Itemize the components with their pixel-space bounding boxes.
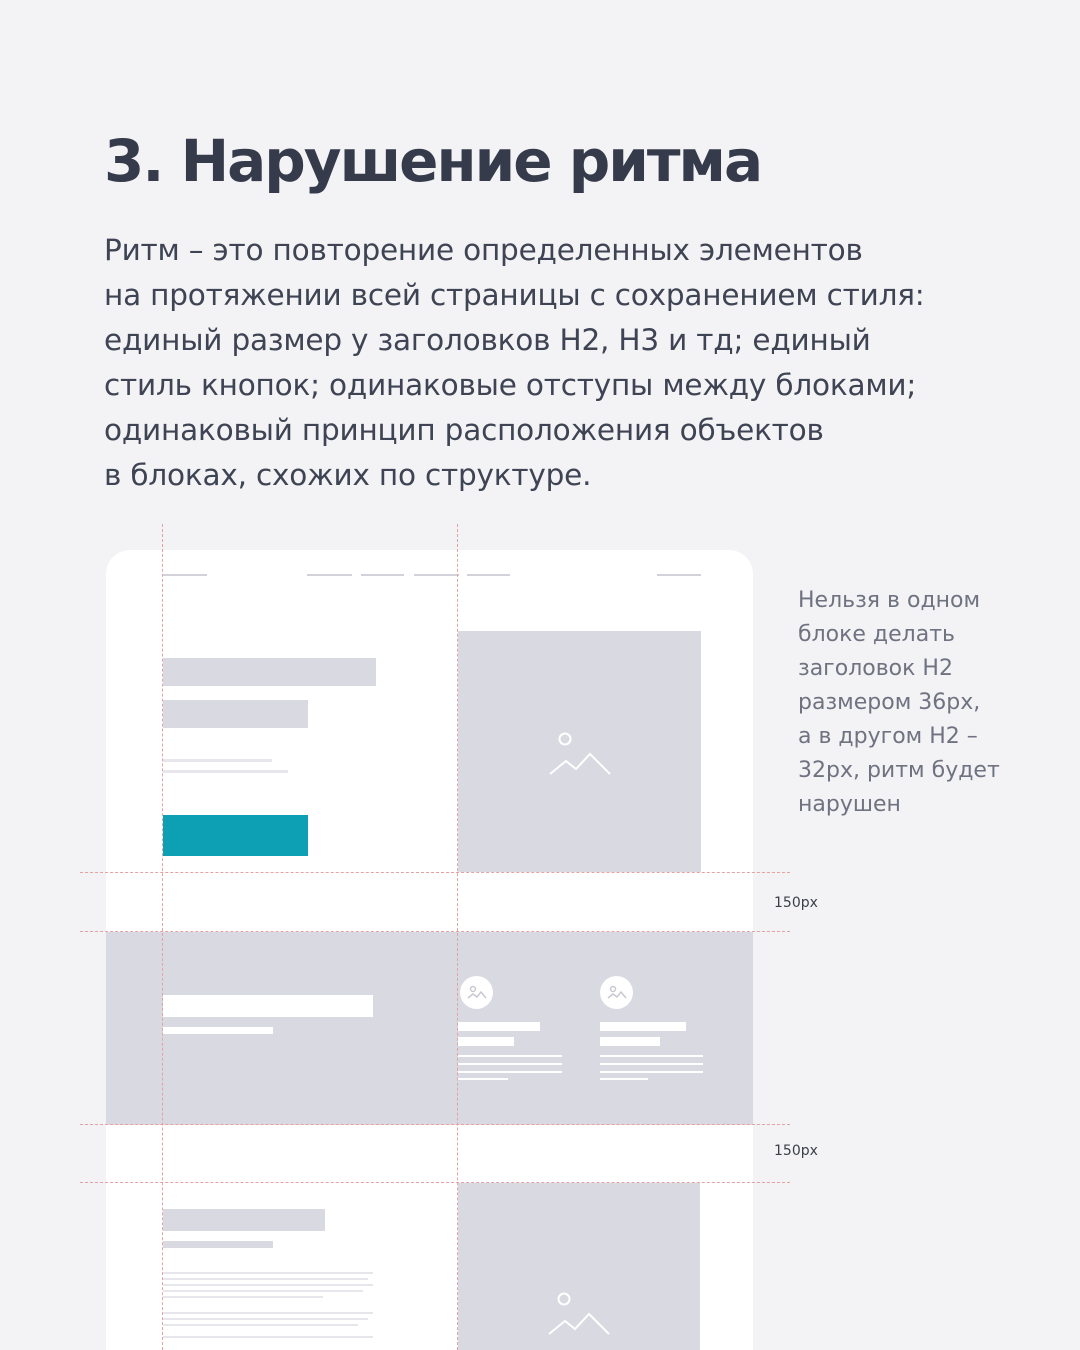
wireframe-text-line <box>163 770 288 773</box>
wireframe-nav-line <box>414 574 459 576</box>
wireframe-hero-heading <box>163 658 376 686</box>
wireframe-card-title-2 <box>458 1037 514 1046</box>
avatar-image-icon <box>600 976 633 1009</box>
note-line: 32px, ритм будет <box>798 758 1000 783</box>
wireframe-text-line <box>163 1312 373 1314</box>
lead-line: Ритм – это повторение определенных элементов <box>104 233 863 267</box>
vertical-guide-line <box>162 524 163 1350</box>
wireframe-text-line <box>458 1071 562 1073</box>
note-line: нарушен <box>798 792 901 817</box>
lead-line: в блоках, схожих по структуре. <box>104 458 592 492</box>
wireframe-card-title <box>600 1022 686 1031</box>
wireframe-text-line <box>163 1290 363 1292</box>
side-note <box>798 584 1038 822</box>
note-line: блоке делать <box>798 622 955 647</box>
wireframe-text-line <box>600 1078 648 1080</box>
note-line: заголовок H2 <box>798 656 953 681</box>
wireframe-nav-line <box>361 574 404 576</box>
wireframe-text-line <box>458 1055 562 1057</box>
horizontal-guide-line <box>80 931 790 932</box>
wireframe-nav-line <box>657 574 701 576</box>
horizontal-guide-line <box>80 872 790 873</box>
wireframe-card-title <box>458 1022 540 1031</box>
note-line: размером 36px, <box>798 690 981 715</box>
wireframe-text-line <box>600 1055 703 1057</box>
wireframe-text-line <box>163 1336 373 1338</box>
lead-paragraph <box>104 228 1024 498</box>
gap-label: 150px <box>774 1143 818 1159</box>
wireframe-text-line <box>163 1318 368 1320</box>
wireframe-block3-subline <box>163 1241 273 1248</box>
wireframe-text-line <box>600 1063 703 1065</box>
wireframe-block3-heading <box>163 1209 325 1231</box>
lead-line: на протяжении всей страницы с сохранением стиля: <box>104 278 925 312</box>
wireframe-nav-line <box>467 574 510 576</box>
wireframe-hero-heading-2 <box>163 700 308 728</box>
note-line: Нельзя в одном <box>798 588 981 613</box>
horizontal-guide-line <box>80 1182 790 1183</box>
wireframe-hero-image <box>458 631 701 872</box>
wireframe-text-line <box>458 1063 562 1065</box>
wireframe-features-subline <box>163 1027 273 1034</box>
wireframe-text-line <box>163 1272 373 1274</box>
wireframe-logo-line <box>163 574 207 576</box>
wireframe-features-heading <box>163 995 373 1017</box>
gap-label: 150px <box>774 895 818 911</box>
horizontal-guide-line <box>80 1124 790 1125</box>
wireframe-block3-image <box>458 1183 700 1350</box>
wireframe-text-line <box>458 1078 508 1080</box>
wireframe-text-line <box>163 1278 368 1280</box>
wireframe-text-line <box>163 759 272 762</box>
page-title: 3. Нарушение ритма <box>104 127 762 195</box>
lead-line: стиль кнопок; одинаковые отступы между блоками; <box>104 368 917 402</box>
lead-line: одинаковый принцип расположения объектов <box>104 413 824 447</box>
image-placeholder-icon <box>458 1183 700 1350</box>
wireframe-text-line <box>163 1284 373 1286</box>
wireframe-card-title-2 <box>600 1037 660 1046</box>
wireframe-nav-line <box>307 574 352 576</box>
wireframe-text-line <box>163 1296 323 1298</box>
image-placeholder-icon <box>458 631 701 872</box>
vertical-guide-line <box>457 524 458 1350</box>
wireframe-text-line <box>163 1324 358 1326</box>
wireframe-text-line <box>600 1071 703 1073</box>
note-line: а в другом Н2 – <box>798 724 978 749</box>
wireframe-button <box>163 815 308 856</box>
avatar-image-icon <box>460 976 493 1009</box>
lead-line: единый размер у заголовков Н2, Н3 и тд; единый <box>104 323 871 357</box>
